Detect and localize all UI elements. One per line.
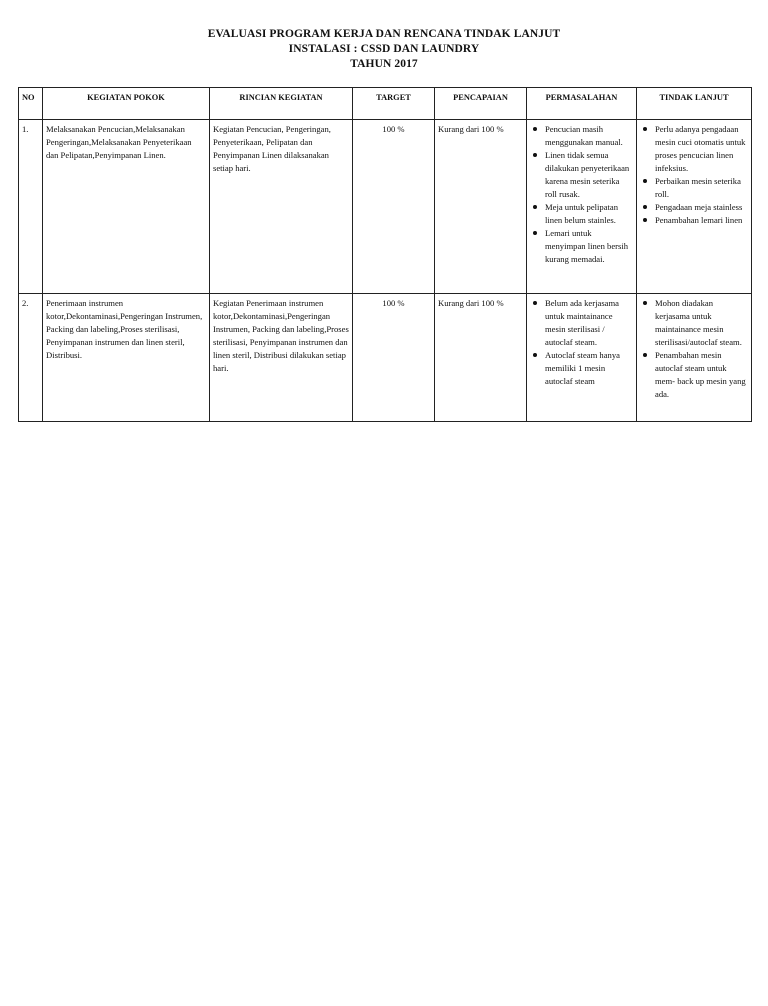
cell-rincian-kegiatan: Kegiatan Penerimaan instrumen kotor,Dekontaminasi,Pengeringan Instrumen, Packing dan labeling,Proses sterilisasi, Penyimpanan instrumen dan linen steril, Distribusi dilakukan setiap hari. xyxy=(210,294,353,422)
list-item-text: Penambahan mesin autoclaf steam untuk mem- back up mesin yang ada. xyxy=(655,350,746,399)
header-tindak-lanjut: TINDAK LANJUT xyxy=(637,88,752,120)
table-row xyxy=(19,120,752,294)
list-item xyxy=(545,349,633,388)
header-kegiatan-pokok: KEGIATAN POKOK xyxy=(43,88,210,120)
evaluation-table xyxy=(18,87,752,422)
list-item xyxy=(655,214,748,227)
cell-permasalahan xyxy=(527,294,637,422)
title-line-2: INSTALASI : CSSD DAN LAUNDRY xyxy=(288,43,480,55)
list-item-text: Perbaikan mesin seterika roll. xyxy=(655,176,741,199)
cell-no: 2. xyxy=(19,294,43,422)
cell-target: 100 % xyxy=(353,294,435,422)
tindak-lanjut-list xyxy=(640,297,748,401)
cell-pencapaian: Kurang dari 100 % xyxy=(435,294,527,422)
header-target: TARGET xyxy=(353,88,435,120)
bullet-icon xyxy=(533,353,537,357)
list-item xyxy=(655,201,748,214)
cell-pencapaian: Kurang dari 100 % xyxy=(435,120,527,294)
cell-rincian-kegiatan: Kegiatan Pencucian, Pengeringan, Penyeterikaan, Pelipatan dan Penyimpanan Linen dilaksanakan setiap hari. xyxy=(210,120,353,294)
list-item xyxy=(655,349,748,401)
table-header-row xyxy=(19,88,752,120)
title-line-3: TAHUN 2017 xyxy=(350,58,418,70)
list-item-text: Penambahan lemari linen xyxy=(655,215,743,225)
bullet-icon xyxy=(643,205,647,209)
bullet-icon xyxy=(643,301,647,305)
header-no: NO xyxy=(19,88,43,120)
list-item-text: Mohon diadakan kerjasama untuk maintainance mesin sterilisasi/autoclaf steam. xyxy=(655,298,742,347)
list-item-text: Lemari untuk menyimpan linen bersih kurang memadai. xyxy=(545,228,629,264)
cell-permasalahan xyxy=(527,120,637,294)
list-item-text: Meja untuk pelipatan linen belum stainles. xyxy=(545,202,619,225)
list-item-text: Pencucian masih menggunakan manual. xyxy=(545,124,623,147)
cell-target: 100 % xyxy=(353,120,435,294)
list-item xyxy=(545,201,633,227)
list-item xyxy=(545,123,633,149)
bullet-icon xyxy=(643,218,647,222)
bullet-icon xyxy=(533,205,537,209)
document-title xyxy=(0,27,768,72)
bullet-icon xyxy=(643,353,647,357)
table-row xyxy=(19,294,752,422)
list-item xyxy=(545,227,633,266)
header-pencapaian: PENCAPAIAN xyxy=(435,88,527,120)
list-item-text: Autoclaf steam hanya memiliki 1 mesin autoclaf steam xyxy=(545,350,620,386)
bullet-icon xyxy=(533,153,537,157)
list-item-text: Perlu adanya pengadaan mesin cuci otomatis untuk proses pencucian linen infeksius. xyxy=(655,124,746,173)
cell-kegiatan-pokok: Melaksanakan Pencucian,Melaksanakan Pengeringan,Melaksanakan Penyeterikaan dan Pelipatan,Penyimpanan Linen. xyxy=(43,120,210,294)
list-item xyxy=(655,297,748,349)
header-permasalahan: PERMASALAHAN xyxy=(527,88,637,120)
cell-tindak-lanjut xyxy=(637,294,752,422)
permasalahan-list xyxy=(530,297,633,388)
list-item-text: Pengadaan meja stainless xyxy=(655,202,743,212)
list-item xyxy=(545,297,633,349)
list-item xyxy=(655,123,748,175)
permasalahan-list xyxy=(530,123,633,266)
bullet-icon xyxy=(533,127,537,131)
tindak-lanjut-list xyxy=(640,123,748,227)
cell-no: 1. xyxy=(19,120,43,294)
cell-kegiatan-pokok: Penerimaan instrumen kotor,Dekontaminasi,Pengeringan Instrumen, Packing dan labeling,Proses sterilisasi, Penyimpanan instrumen dan linen steril, Distribusi. xyxy=(43,294,210,422)
list-item-text: Linen tidak semua dilakukan penyeterikaan karena mesin seterika roll rusak. xyxy=(545,150,630,199)
list-item xyxy=(655,175,748,201)
cell-tindak-lanjut xyxy=(637,120,752,294)
bullet-icon xyxy=(643,179,647,183)
list-item xyxy=(545,149,633,201)
title-line-1: EVALUASI PROGRAM KERJA DAN RENCANA TINDAK LANJUT xyxy=(207,28,561,40)
bullet-icon xyxy=(643,127,647,131)
header-rincian-kegiatan: RINCIAN KEGIATAN xyxy=(210,88,353,120)
bullet-icon xyxy=(533,231,537,235)
list-item-text: Belum ada kerjasama untuk maintainance mesin sterilisasi / autoclaf steam. xyxy=(545,298,619,347)
bullet-icon xyxy=(533,301,537,305)
